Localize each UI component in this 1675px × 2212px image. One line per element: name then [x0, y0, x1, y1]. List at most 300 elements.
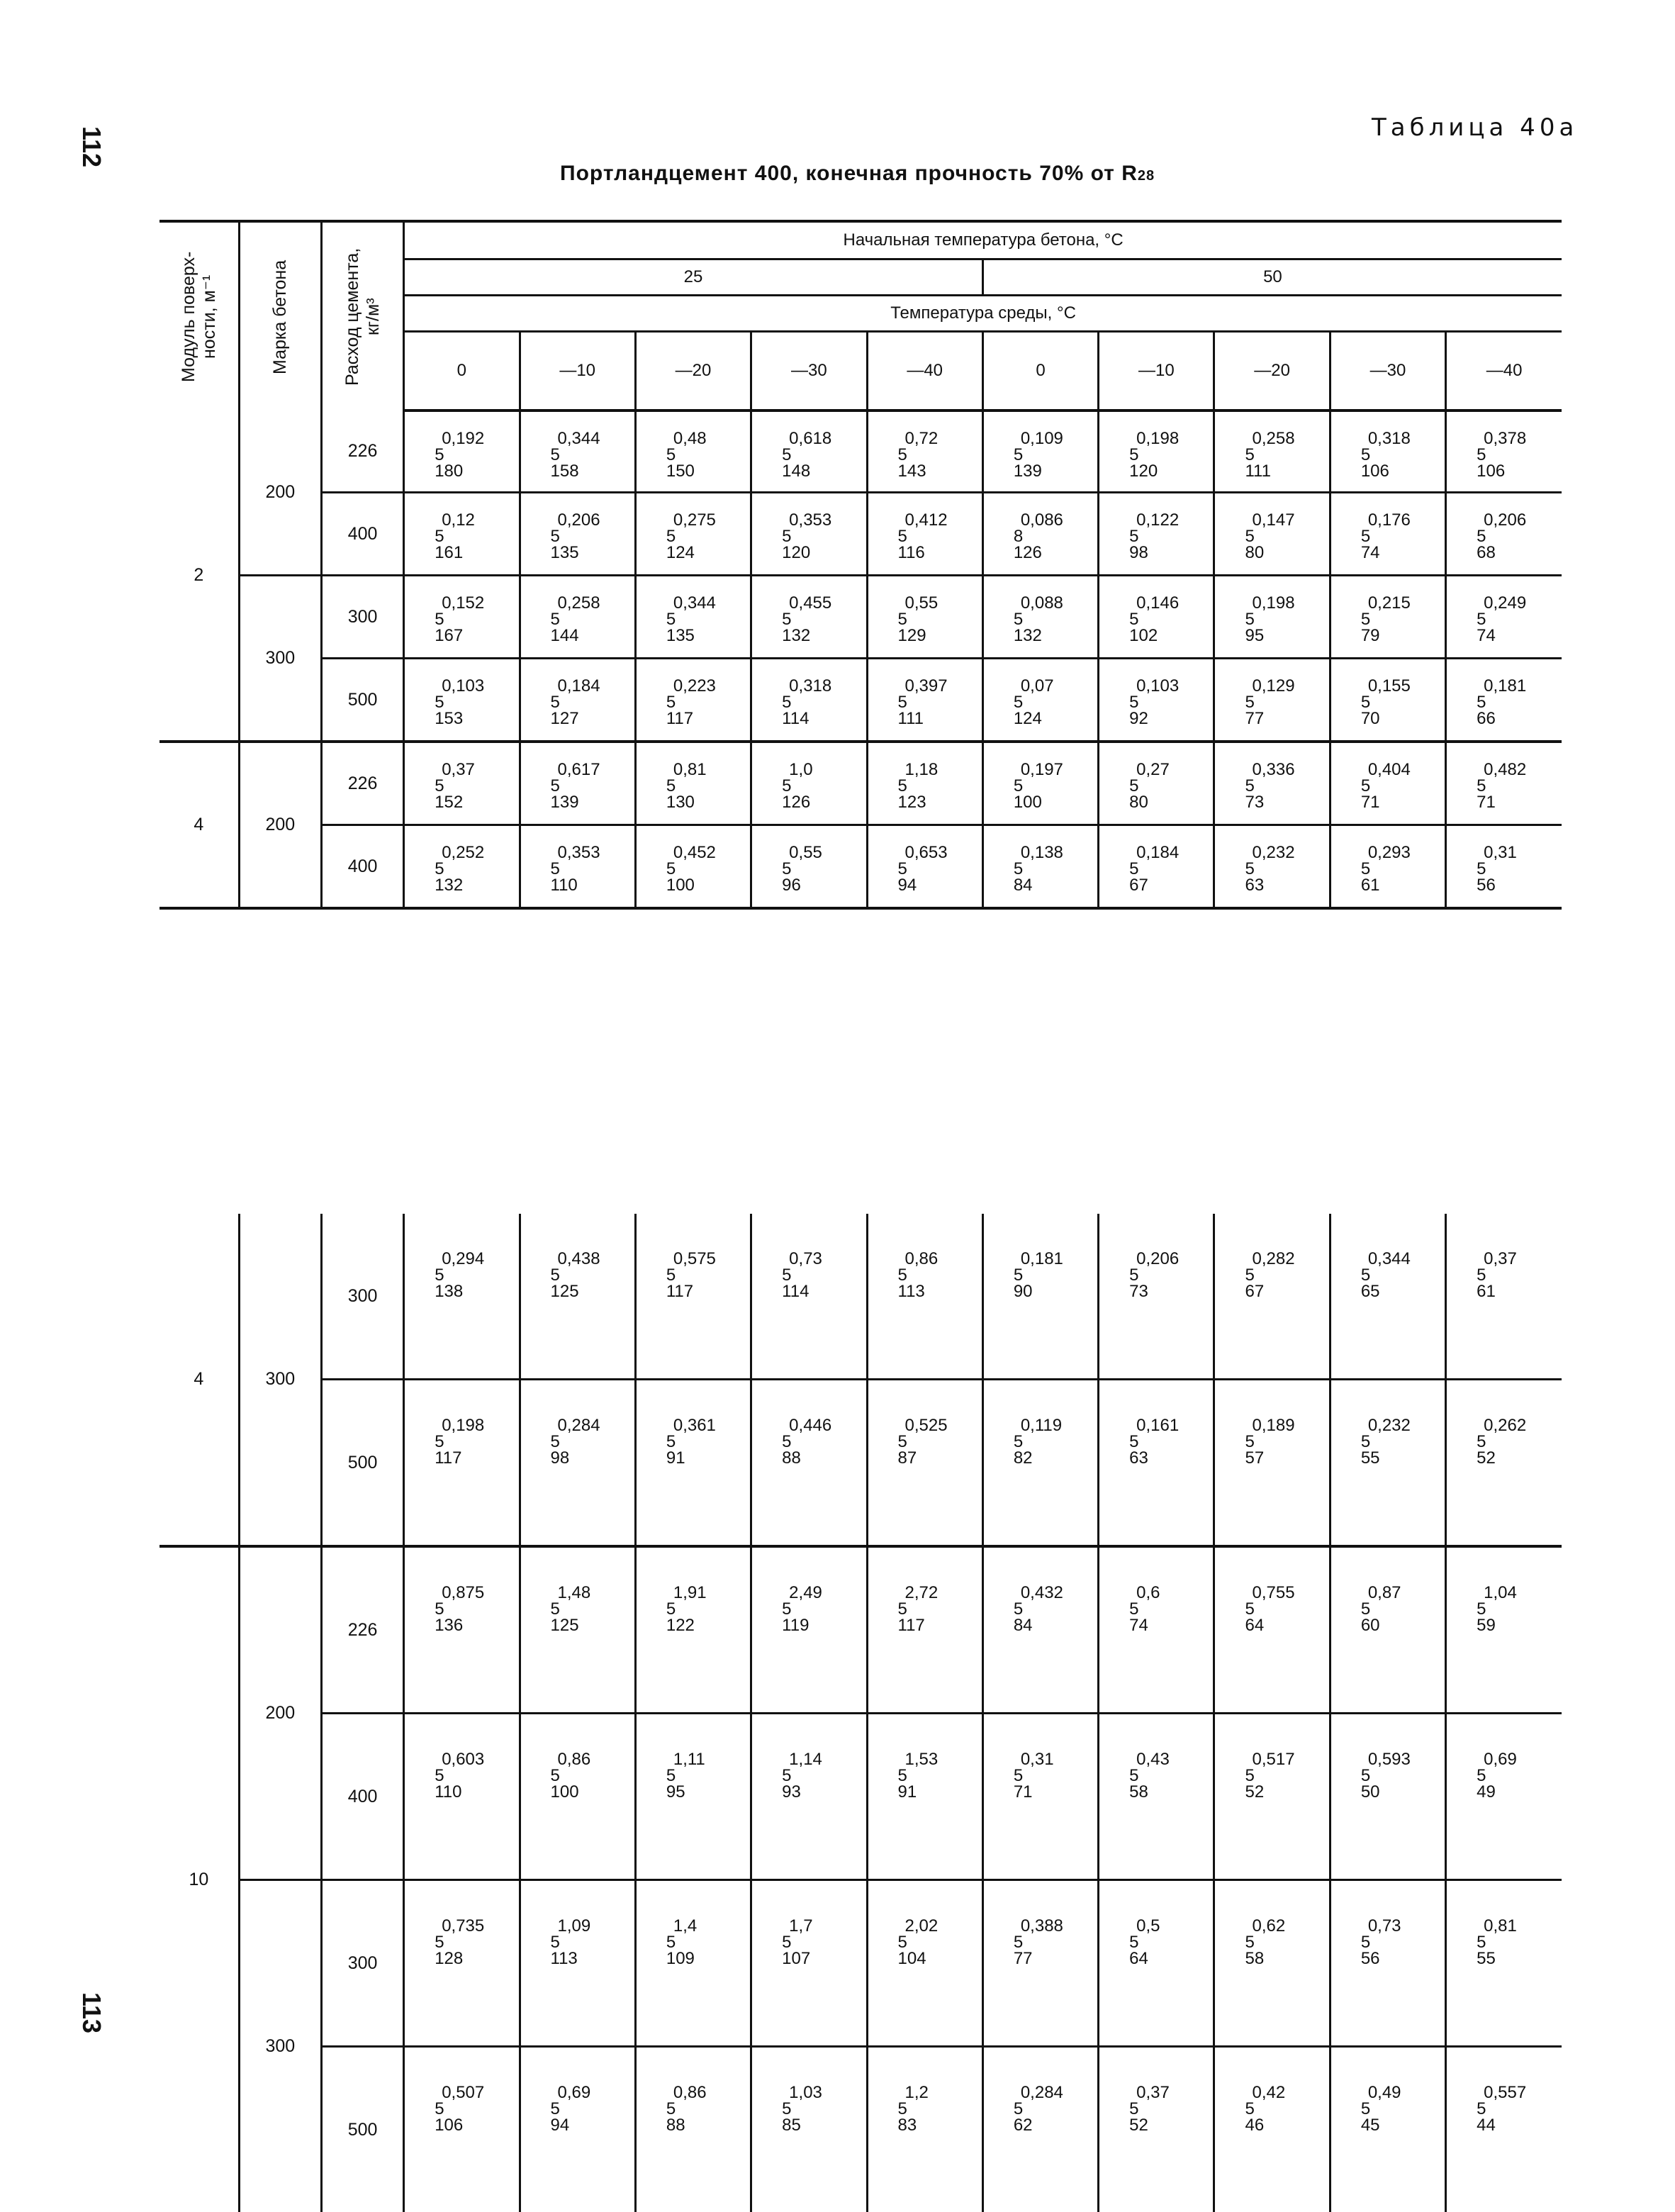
- value-time: 130: [666, 794, 750, 810]
- value-step: 5: [1477, 861, 1562, 877]
- value-time: 68: [1477, 544, 1562, 561]
- value-step: 5: [1014, 1434, 1097, 1450]
- value-step: 5: [782, 1601, 865, 1617]
- value-step: 5: [1245, 778, 1328, 794]
- value-time: 62: [1014, 2117, 1097, 2133]
- value-main: 0,146: [1129, 595, 1213, 611]
- value-time: 94: [551, 2117, 634, 2133]
- header-modulus: Модуль поверх- ности, м⁻¹: [159, 221, 239, 410]
- value-step: 5: [782, 1267, 865, 1283]
- value-time: 117: [666, 710, 750, 727]
- value-cell: [404, 576, 520, 659]
- grade-cell: 300: [239, 1214, 321, 1546]
- value-time: 113: [551, 1950, 634, 1967]
- value-main: 0,294: [435, 1251, 518, 1267]
- value-main: 0,37: [1477, 1251, 1562, 1267]
- value-cell: [1099, 659, 1214, 742]
- value-cell: [1214, 576, 1330, 659]
- value-cell: [867, 410, 982, 493]
- value-cell: [520, 742, 635, 825]
- value-time: 64: [1129, 1950, 1213, 1967]
- value-main: 0,181: [1014, 1251, 1097, 1267]
- cement-cell: 500: [321, 1380, 403, 1547]
- value-time: 80: [1129, 794, 1213, 810]
- value-step: 5: [782, 861, 865, 877]
- value-cell: [1446, 410, 1562, 493]
- value-step: 5: [1245, 2101, 1328, 2117]
- value-main: 0,593: [1361, 1751, 1445, 1767]
- value-cell: [520, 1880, 635, 2047]
- value-step: 5: [1129, 1434, 1213, 1450]
- value-step: 5: [1129, 1934, 1213, 1950]
- value-main: 0,206: [551, 512, 634, 528]
- value-cell: [635, 2047, 751, 2212]
- value-main: 0,181: [1477, 678, 1562, 694]
- grade-cell: 200: [239, 410, 321, 576]
- value-main: 0,43: [1129, 1751, 1213, 1767]
- value-step: 5: [1477, 2101, 1562, 2117]
- value-main: 0,249: [1477, 595, 1562, 611]
- value-main: 1,14: [782, 1751, 865, 1767]
- value-cell: [1330, 659, 1445, 742]
- table-row: [159, 410, 1562, 493]
- value-cell: [1214, 1546, 1330, 1714]
- value-time: 161: [435, 544, 518, 561]
- value-step: 5: [551, 528, 634, 544]
- value-time: 180: [435, 463, 518, 479]
- value-main: 0,119: [1014, 1417, 1097, 1434]
- value-cell: [1446, 576, 1562, 659]
- value-step: 5: [1477, 1267, 1562, 1283]
- value-step: 5: [782, 447, 865, 463]
- value-main: 0,206: [1129, 1251, 1213, 1267]
- value-main: 1,2: [898, 2084, 982, 2101]
- value-step: 5: [1361, 1934, 1445, 1950]
- value-main: 0,336: [1245, 761, 1328, 778]
- table-row: [159, 1546, 1562, 1714]
- value-step: 5: [1361, 1601, 1445, 1617]
- value-time: 60: [1361, 1617, 1445, 1633]
- value-step: 5: [1014, 1767, 1097, 1784]
- value-cell: [867, 493, 982, 576]
- cement-cell: 226: [321, 1546, 403, 1714]
- value-time: 93: [782, 1784, 865, 1800]
- grade-cell: 300: [239, 1880, 321, 2212]
- value-main: 0,318: [1361, 430, 1445, 447]
- value-time: 148: [782, 463, 865, 479]
- value-cell: [982, 410, 1098, 493]
- value-time: 63: [1245, 877, 1328, 893]
- value-cell: [635, 1214, 751, 1380]
- value-main: 0,161: [1129, 1417, 1213, 1434]
- value-main: 0,507: [435, 2084, 518, 2101]
- grade-cell: 200: [239, 742, 321, 908]
- value-time: 100: [551, 1784, 634, 1800]
- value-cell: [1330, 1380, 1445, 1547]
- header-temp-50: 50: [982, 259, 1562, 296]
- value-main: 0,81: [666, 761, 750, 778]
- value-main: 0,755: [1245, 1585, 1328, 1601]
- value-main: 0,37: [435, 761, 518, 778]
- value-main: 0,086: [1014, 512, 1097, 528]
- value-cell: [982, 825, 1098, 909]
- value-main: 0,6: [1129, 1585, 1213, 1601]
- value-cell: [520, 576, 635, 659]
- value-cell: [520, 493, 635, 576]
- value-time: 120: [782, 544, 865, 561]
- value-main: 2,02: [898, 1918, 982, 1934]
- data-table-part2: [159, 1214, 1562, 2212]
- value-main: 0,252: [435, 844, 518, 861]
- value-step: 5: [666, 611, 750, 627]
- cement-cell: 500: [321, 659, 403, 742]
- value-main: 0,361: [666, 1417, 750, 1434]
- value-cell: [1099, 1714, 1214, 1880]
- value-step: 5: [1129, 1767, 1213, 1784]
- value-cell: [635, 1714, 751, 1880]
- value-cell: [1330, 576, 1445, 659]
- value-cell: [1099, 825, 1214, 909]
- value-time: 111: [898, 710, 982, 727]
- value-step: 5: [782, 1934, 865, 1950]
- value-step: 5: [1014, 2101, 1097, 2117]
- value-time: 132: [1014, 627, 1097, 644]
- value-time: 55: [1361, 1450, 1445, 1466]
- value-main: 1,18: [898, 761, 982, 778]
- value-cell: [520, 1214, 635, 1380]
- value-time: 132: [435, 877, 518, 893]
- value-cell: [1446, 1546, 1562, 1714]
- value-cell: [635, 659, 751, 742]
- column-header: —40: [867, 332, 982, 411]
- table-row: [159, 1714, 1562, 1880]
- value-cell: [982, 576, 1098, 659]
- data-table-part1: [159, 220, 1562, 910]
- value-main: 0,206: [1477, 512, 1562, 528]
- value-time: 73: [1129, 1283, 1213, 1300]
- value-step: 5: [551, 861, 634, 877]
- value-main: 0,575: [666, 1251, 750, 1267]
- value-cell: [1330, 2047, 1445, 2212]
- value-main: 0,412: [898, 512, 982, 528]
- value-step: 5: [435, 861, 518, 877]
- value-time: 100: [666, 877, 750, 893]
- table-row: [159, 1880, 1562, 2047]
- value-cell: [404, 493, 520, 576]
- value-main: 0,147: [1245, 512, 1328, 528]
- value-cell: [867, 1380, 982, 1547]
- value-main: 0,07: [1014, 678, 1097, 694]
- value-cell: [1214, 1380, 1330, 1547]
- value-main: 0,284: [1014, 2084, 1097, 2101]
- value-cell: [520, 659, 635, 742]
- value-main: 0,86: [898, 1251, 982, 1267]
- cement-cell: 400: [321, 1714, 403, 1880]
- header-cement: Расход цемента, кг/м³: [321, 221, 403, 410]
- value-main: 0,62: [1245, 1918, 1328, 1934]
- value-step: 5: [1477, 1601, 1562, 1617]
- value-main: 0,184: [1129, 844, 1213, 861]
- value-time: 92: [1129, 710, 1213, 727]
- column-header: 0: [982, 332, 1098, 411]
- value-step: 5: [1014, 1601, 1097, 1617]
- value-cell: [751, 493, 867, 576]
- value-cell: [1099, 1380, 1214, 1547]
- value-main: 0,184: [551, 678, 634, 694]
- value-step: 5: [1477, 1934, 1562, 1950]
- value-time: 132: [782, 627, 865, 644]
- value-main: 0,404: [1361, 761, 1445, 778]
- value-step: 5: [898, 694, 982, 710]
- value-step: 5: [666, 778, 750, 794]
- value-step: 5: [551, 2101, 634, 2117]
- column-header: —20: [635, 332, 751, 411]
- value-time: 158: [551, 463, 634, 479]
- value-time: 73: [1245, 794, 1328, 810]
- value-cell: [635, 576, 751, 659]
- value-time: 100: [1014, 794, 1097, 810]
- value-main: 0,73: [782, 1251, 865, 1267]
- value-main: 1,09: [551, 1918, 634, 1934]
- value-time: 113: [898, 1283, 982, 1300]
- value-time: 91: [666, 1450, 750, 1466]
- value-time: 143: [898, 463, 982, 479]
- column-header: —30: [1330, 332, 1445, 411]
- value-time: 67: [1245, 1283, 1328, 1300]
- header-initial-temp: Начальная температура бетона, °С: [404, 221, 1562, 259]
- value-step: 5: [898, 778, 982, 794]
- value-main: 2,72: [898, 1585, 982, 1601]
- value-cell: [1214, 2047, 1330, 2212]
- value-cell: [1330, 410, 1445, 493]
- value-cell: [404, 1380, 520, 1547]
- value-time: 46: [1245, 2117, 1328, 2133]
- value-time: 63: [1129, 1450, 1213, 1466]
- value-main: 0,735: [435, 1918, 518, 1934]
- cement-cell: 226: [321, 742, 403, 825]
- value-cell: [751, 659, 867, 742]
- value-step: 5: [435, 528, 518, 544]
- value-time: 111: [1245, 463, 1328, 479]
- value-main: 0,192: [435, 430, 518, 447]
- value-time: 167: [435, 627, 518, 644]
- value-main: 0,282: [1245, 1251, 1328, 1267]
- cement-cell: 400: [321, 493, 403, 576]
- value-step: 5: [1245, 861, 1328, 877]
- value-main: 0,262: [1477, 1417, 1562, 1434]
- value-cell: [1330, 493, 1445, 576]
- value-time: 64: [1245, 1617, 1328, 1633]
- value-main: 0,12: [435, 512, 518, 528]
- value-time: 52: [1129, 2117, 1213, 2133]
- value-main: 0,088: [1014, 595, 1097, 611]
- value-step: 5: [782, 2101, 865, 2117]
- table-row: [159, 825, 1562, 909]
- value-main: 1,03: [782, 2084, 865, 2101]
- value-cell: [982, 2047, 1098, 2212]
- value-cell: [1330, 825, 1445, 909]
- value-step: 5: [898, 1434, 982, 1450]
- value-time: 109: [666, 1950, 750, 1967]
- value-main: 0,617: [551, 761, 634, 778]
- column-header: 0: [404, 332, 520, 411]
- value-cell: [635, 493, 751, 576]
- value-step: 5: [666, 1434, 750, 1450]
- value-time: 94: [898, 877, 982, 893]
- column-header: —20: [1214, 332, 1330, 411]
- value-time: 139: [551, 794, 634, 810]
- value-main: 0,49: [1361, 2084, 1445, 2101]
- value-step: 5: [551, 611, 634, 627]
- value-step: 5: [666, 528, 750, 544]
- value-step: 5: [1014, 1934, 1097, 1950]
- value-time: 84: [1014, 877, 1097, 893]
- value-cell: [635, 825, 751, 909]
- value-cell: [635, 1380, 751, 1547]
- value-time: 71: [1477, 794, 1562, 810]
- value-step: 5: [898, 447, 982, 463]
- column-header: —30: [751, 332, 867, 411]
- value-time: 52: [1477, 1450, 1562, 1466]
- value-time: 106: [1477, 463, 1562, 479]
- value-time: 74: [1129, 1617, 1213, 1633]
- value-time: 152: [435, 794, 518, 810]
- value-step: 5: [1361, 694, 1445, 710]
- value-step: 5: [1477, 611, 1562, 627]
- value-step: 5: [435, 1767, 518, 1784]
- value-time: 84: [1014, 1617, 1097, 1633]
- value-time: 70: [1361, 710, 1445, 727]
- value-step: 5: [1361, 528, 1445, 544]
- value-time: 127: [551, 710, 634, 727]
- value-time: 110: [551, 877, 634, 893]
- value-step: 5: [1477, 1434, 1562, 1450]
- value-cell: [1099, 2047, 1214, 2212]
- value-main: 0,5: [1129, 1918, 1213, 1934]
- table-label: Таблица 40а: [1372, 113, 1578, 142]
- value-time: 55: [1477, 1950, 1562, 1967]
- value-main: 0,48: [666, 430, 750, 447]
- value-main: 0,618: [782, 430, 865, 447]
- value-main: 0,86: [666, 2084, 750, 2101]
- value-time: 123: [898, 794, 982, 810]
- value-cell: [1214, 825, 1330, 909]
- value-time: 125: [551, 1617, 634, 1633]
- value-step: 5: [1014, 1267, 1097, 1283]
- value-cell: [1214, 742, 1330, 825]
- value-step: 5: [1477, 447, 1562, 463]
- value-step: 5: [782, 611, 865, 627]
- value-main: 0,482: [1477, 761, 1562, 778]
- value-cell: [751, 1880, 867, 2047]
- value-time: 71: [1361, 794, 1445, 810]
- value-step: 5: [1129, 861, 1213, 877]
- value-cell: [1099, 742, 1214, 825]
- value-step: 5: [898, 861, 982, 877]
- value-time: 56: [1361, 1950, 1445, 1967]
- value-main: 0,103: [1129, 678, 1213, 694]
- table-row: [159, 493, 1562, 576]
- value-step: 5: [898, 528, 982, 544]
- value-cell: [1446, 493, 1562, 576]
- value-cell: [404, 2047, 520, 2212]
- value-step: 5: [435, 1934, 518, 1950]
- value-cell: [982, 493, 1098, 576]
- value-step: 5: [898, 1934, 982, 1950]
- value-time: 150: [666, 463, 750, 479]
- value-time: 117: [435, 1450, 518, 1466]
- value-cell: [867, 576, 982, 659]
- value-main: 0,397: [898, 678, 982, 694]
- value-time: 110: [435, 1784, 518, 1800]
- value-time: 114: [782, 1283, 865, 1300]
- value-time: 58: [1129, 1784, 1213, 1800]
- value-step: 5: [1245, 694, 1328, 710]
- value-cell: [867, 2047, 982, 2212]
- table-row: [159, 2047, 1562, 2212]
- value-step: 5: [666, 1767, 750, 1784]
- value-step: 5: [898, 1767, 982, 1784]
- value-cell: [520, 2047, 635, 2212]
- value-step: 5: [1477, 778, 1562, 794]
- value-main: 0,452: [666, 844, 750, 861]
- value-main: 1,7: [782, 1918, 865, 1934]
- table-row: [159, 1214, 1562, 1380]
- value-cell: [1214, 493, 1330, 576]
- value-time: 82: [1014, 1450, 1097, 1466]
- value-step: 5: [782, 1767, 865, 1784]
- table-row: [159, 742, 1562, 825]
- value-cell: [1099, 1880, 1214, 2047]
- value-cell: [1099, 1546, 1214, 1714]
- cement-cell: 300: [321, 1880, 403, 2047]
- value-cell: [751, 2047, 867, 2212]
- value-time: 95: [1245, 627, 1328, 644]
- value-main: 0,275: [666, 512, 750, 528]
- value-main: 0,517: [1245, 1751, 1328, 1767]
- value-time: 153: [435, 710, 518, 727]
- value-main: 0,232: [1245, 844, 1328, 861]
- value-step: 5: [898, 2101, 982, 2117]
- value-step: 5: [1361, 778, 1445, 794]
- value-cell: [751, 576, 867, 659]
- value-main: 0,73: [1361, 1918, 1445, 1934]
- value-cell: [520, 1546, 635, 1714]
- value-cell: [404, 742, 520, 825]
- value-cell: [1446, 1880, 1562, 2047]
- value-time: 83: [898, 2117, 982, 2133]
- value-time: 114: [782, 710, 865, 727]
- value-step: 5: [1129, 611, 1213, 627]
- value-step: 5: [782, 694, 865, 710]
- value-step: 5: [1477, 1767, 1562, 1784]
- value-step: 5: [1361, 1767, 1445, 1784]
- value-step: 5: [1014, 694, 1097, 710]
- value-cell: [982, 742, 1098, 825]
- value-time: 91: [898, 1784, 982, 1800]
- value-time: 61: [1477, 1283, 1562, 1300]
- value-time: 136: [435, 1617, 518, 1633]
- value-main: 0,258: [1245, 430, 1328, 447]
- value-time: 95: [666, 1784, 750, 1800]
- value-time: 77: [1014, 1950, 1097, 1967]
- value-main: 0,388: [1014, 1918, 1097, 1934]
- value-time: 126: [782, 794, 865, 810]
- value-step: 5: [551, 694, 634, 710]
- value-time: 126: [1014, 544, 1097, 561]
- value-step: 5: [1245, 1934, 1328, 1950]
- table-row: [159, 1380, 1562, 1547]
